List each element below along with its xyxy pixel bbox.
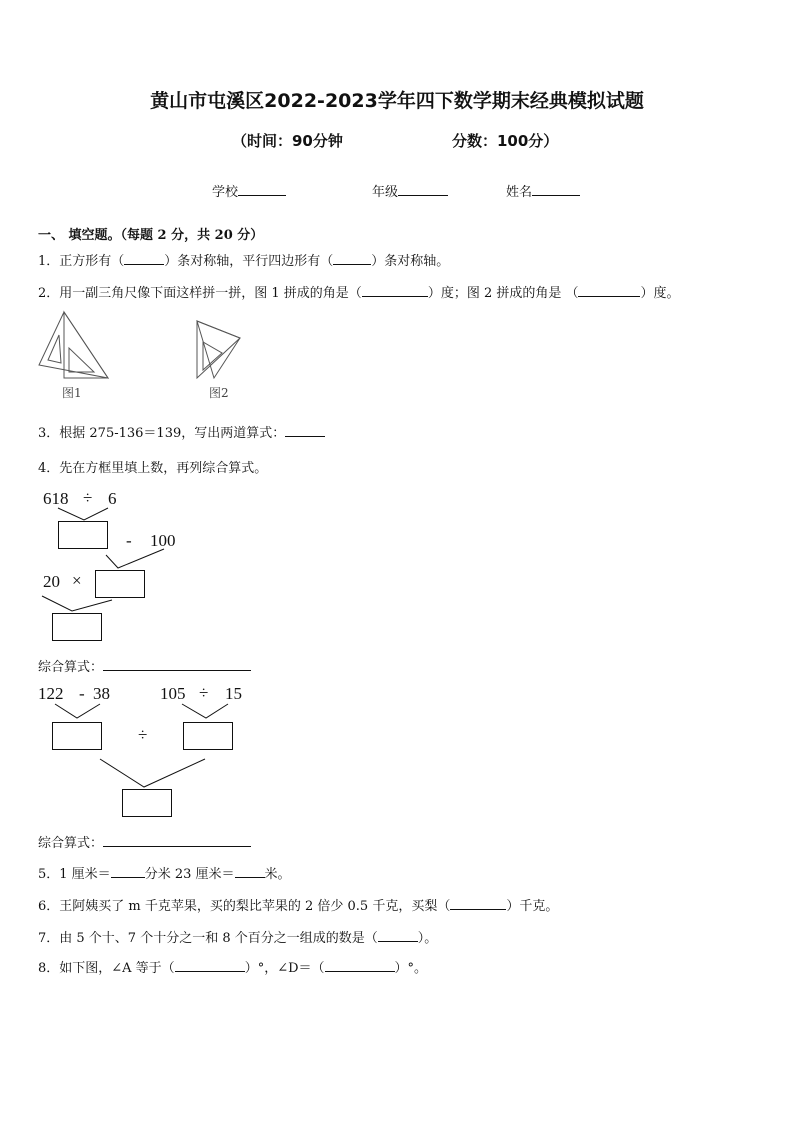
q8-blank-1[interactable]: [175, 959, 245, 972]
formula-2-label: 综合算式：: [38, 836, 104, 851]
grade-label: 年级: [372, 185, 399, 200]
q5-blank-1[interactable]: [111, 865, 145, 878]
q1-text-b: ）条对称轴，平行四边形有（: [164, 254, 334, 269]
t2-num-105: 105: [160, 684, 186, 703]
q8-text-c: ）°。: [394, 961, 428, 976]
formula-2: [38, 832, 251, 851]
q2-text-c: ）度。: [640, 286, 680, 301]
t2-op-minus: -: [79, 684, 85, 703]
q8-blank-2[interactable]: [325, 959, 395, 972]
q1-text-c: ）条对称轴。: [371, 254, 450, 269]
q5-blank-2[interactable]: [235, 865, 265, 878]
figure-2-caption: 图2: [209, 386, 229, 400]
t2-num-122: 122: [38, 684, 64, 703]
t1-num-6: 6: [108, 489, 117, 508]
t1-num-100: 100: [150, 531, 176, 550]
t2-num-15: 15: [225, 684, 242, 703]
question-7: [38, 927, 437, 946]
q3-text: 3．根据 275-136＝139，写出两道算式：: [38, 426, 286, 441]
q7-text-a: 7．由 5 个十、7 个十分之一和 8 个百分之一组成的数是（: [38, 931, 378, 946]
formula-1-label: 综合算式：: [38, 660, 104, 675]
question-5: [38, 863, 291, 882]
question-8: [38, 957, 427, 976]
q8-text-b: ）°，∠D＝（: [244, 961, 325, 976]
q5-text-a: 5．1 厘米＝: [38, 867, 111, 882]
formula-2-blank[interactable]: [103, 834, 251, 847]
exam-time: （时间：90分钟: [232, 132, 343, 150]
q7-text-b: ）。: [417, 931, 438, 946]
t2-op-divide-2: ÷: [138, 725, 148, 744]
q8-text-a: 8．如下图，∠A 等于（: [38, 961, 175, 976]
exam-score: 分数：100分）: [452, 132, 559, 150]
question-6: [38, 895, 558, 914]
q7-blank[interactable]: [378, 929, 418, 942]
t1-op-minus: -: [126, 531, 132, 550]
q6-blank[interactable]: [450, 897, 506, 910]
t1-op-divide: ÷: [83, 488, 93, 507]
t2-op-divide: ÷: [199, 683, 209, 702]
section-1-title: 一、 填空题。（每题 2 分，共 20 分）: [38, 228, 264, 243]
t1-num-20: 20: [43, 572, 60, 591]
school-label: 学校: [212, 185, 239, 200]
q5-text-b: 分米 23 厘米＝: [144, 867, 235, 882]
q2-text-a: 2．用一副三角尺像下面这样拼一拼，图 1 拼成的角是（: [38, 286, 362, 301]
q5-text-c: 米。: [264, 867, 291, 882]
q2-text-b: ）度；图 2 拼成的角是 （: [427, 286, 579, 301]
question-4: 4．先在方框里填上数，再列综合算式。: [38, 461, 268, 476]
t1-op-times: ×: [72, 571, 82, 590]
name-label: 姓名: [506, 185, 533, 200]
q6-text-a: 6．王阿姨买了 m 千克苹果，买的梨比苹果的 2 倍少 0.5 千克，买梨（: [38, 899, 451, 914]
q6-text-b: ）千克。: [506, 899, 559, 914]
figure-1-caption: 图1: [62, 386, 82, 400]
q1-text-a: 1．正方形有（: [38, 254, 125, 269]
page-title: 黄山市屯溪区2022-2023学年四下数学期末经典模拟试题: [150, 90, 644, 112]
t2-num-38: 38: [93, 684, 110, 703]
t1-num-618: 618: [43, 489, 69, 508]
